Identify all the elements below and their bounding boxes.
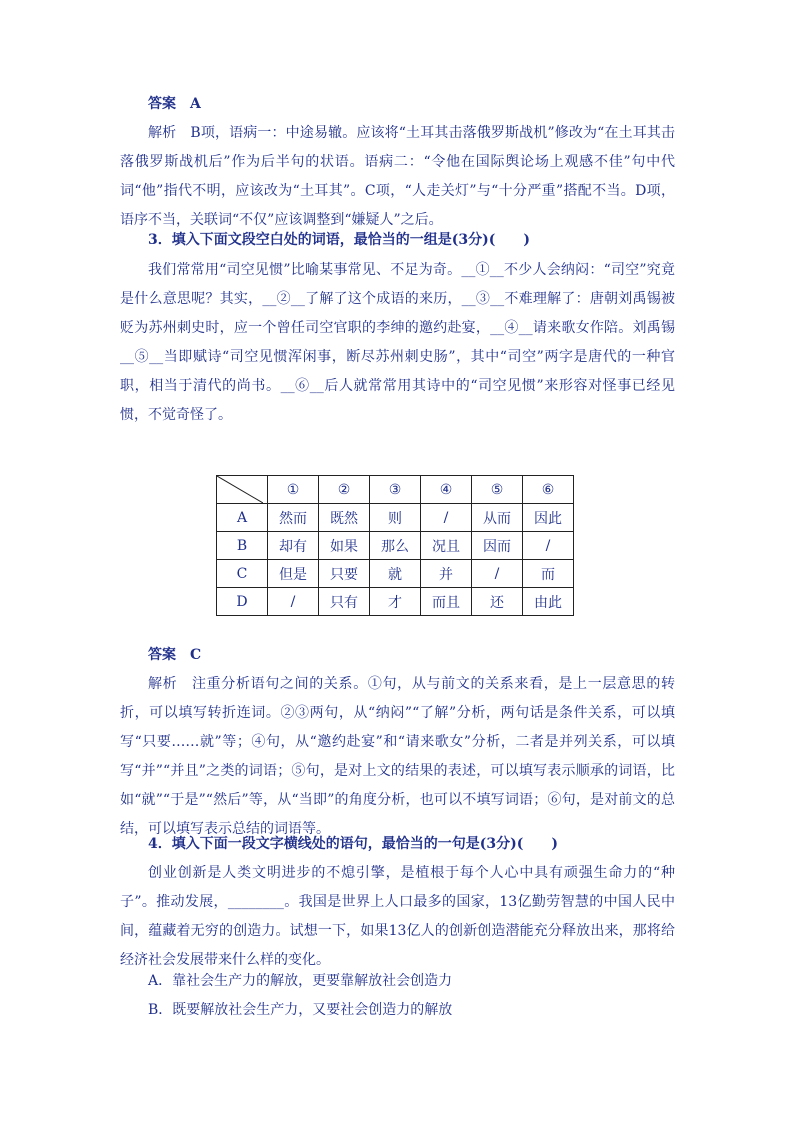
- row-label: B: [217, 532, 268, 560]
- q3-passage: 我们常常用“司空见惯”比喻某事常见、不足为奇。__①__不少人会纳闷：“司空”究竟是什么意思呢？其实，__②__了解了这个成语的来历，__③__不难理解了：唐朝刘禹锡被贬为苏州刺史时，应一个曾任司空官职的李绅的邀约赴宴，__④__请来歌女作陪。刘禹锡__⑤__当即赋诗“司空见惯浑闲事，断尽苏州刺史肠”，其中“司空”两字是唐代的一种官职，相当于清代的尚书。__⑥__后人就常常用其诗中的“司空见惯”来形容对怪事已经见惯，不觉奇怪了。: [120, 262, 675, 423]
- table-cell: /: [421, 504, 472, 532]
- q3-answer: 答案 C: [148, 647, 202, 663]
- q4-option-b: B．既要解放社会生产力，又要社会创造力的解放: [148, 1002, 453, 1018]
- table-cell: 如果: [319, 532, 370, 560]
- q4-passage: 创业创新是人类文明进步的不熄引擎，是植根于每个人心中具有顽强生命力的“种子”。推动发展，________。我国是世界上人口最多的国家，13亿勤劳智慧的中国人民中间，蕴藏着无穷的创造力。试想一下，如果13亿人的创新创造潜能充分释放出来，那将给经济社会发展带来什么样的变化。: [120, 865, 675, 968]
- q3-analysis: 解析 注重分析语句之间的关系。①句，从与前文的关系来看，是上一层意思的转折，可以填写转折连词。②③两句，从“纳闷”“了解”分析，两句话是条件关系，可以填写“只要……就”等；④句，从“邀约赴宴”和“请来歌女”分析，二者是并列关系，可以填写“并”“并且”之类的词语；⑤句，是对上文的结果的表述，可以填写表示顺承的词语，比如“就”“于是”“然后”等，从“当即”的角度分析，也可以不填写词语；⑥句，是对前文的总结，可以填写表示总结的词语等。: [120, 676, 675, 837]
- table-cell: 而: [523, 560, 574, 588]
- table-row: [217, 532, 574, 560]
- table-row: [217, 560, 574, 588]
- table-header-cell: ⑥: [523, 476, 574, 504]
- table-header-cell: ①: [268, 476, 319, 504]
- table-cell: 况且: [421, 532, 472, 560]
- q2-answer: 答案 A: [148, 96, 201, 112]
- table-cell: 则: [370, 504, 421, 532]
- table-cell: 由此: [523, 588, 574, 616]
- table-cell: 从而: [472, 504, 523, 532]
- table-cell: /: [472, 560, 523, 588]
- table-cell: 而且: [421, 588, 472, 616]
- table-header-row: [217, 476, 574, 504]
- table-cell: 因此: [523, 504, 574, 532]
- table-cell: 那么: [370, 532, 421, 560]
- table-cell: /: [268, 588, 319, 616]
- q2-analysis: 解析 B项，语病一：中途易辙。应该将“土耳其击落俄罗斯战机”修改为“在土耳其击落俄罗斯战机后”作为后半句的状语。语病二：“令他在国际舆论场上观感不佳”句中代词“他”指代不明，应该改为“土耳其”。C项，“人走关灯”与“十分严重”搭配不当。D项，语序不当，关联词“不仅”应该调整到“嫌疑人”之后。: [120, 125, 675, 228]
- table-header-cell: ③: [370, 476, 421, 504]
- table-cell: 就: [370, 560, 421, 588]
- table-row: [217, 504, 574, 532]
- table-cell: 并: [421, 560, 472, 588]
- table-header-cell: ⑤: [472, 476, 523, 504]
- q3-options-table: [216, 475, 574, 616]
- diagonal-line-icon: [217, 476, 263, 503]
- row-label: D: [217, 588, 268, 616]
- q3-question: 3．填入下面文段空白处的词语，最恰当的一组是(3分)( ): [148, 232, 530, 248]
- table-cell: /: [523, 532, 574, 560]
- table-cell: 才: [370, 588, 421, 616]
- row-label: C: [217, 560, 268, 588]
- table-cell: 既然: [319, 504, 370, 532]
- table-cell: 只有: [319, 588, 370, 616]
- q4-option-a: A．靠社会生产力的解放，更要靠解放社会创造力: [148, 973, 453, 989]
- table-cell: 因而: [472, 532, 523, 560]
- table-row: [217, 588, 574, 616]
- table-header-cell: ④: [421, 476, 472, 504]
- table-header-cell: ②: [319, 476, 370, 504]
- table-corner-cell: [217, 476, 268, 504]
- table-cell: 然而: [268, 504, 319, 532]
- table-cell: 还: [472, 588, 523, 616]
- table-cell: 却有: [268, 532, 319, 560]
- row-label: A: [217, 504, 268, 532]
- table-cell: 只要: [319, 560, 370, 588]
- q4-question: 4．填入下面一段文字横线处的语句，最恰当的一句是(3分)( ): [148, 836, 558, 852]
- table-cell: 但是: [268, 560, 319, 588]
